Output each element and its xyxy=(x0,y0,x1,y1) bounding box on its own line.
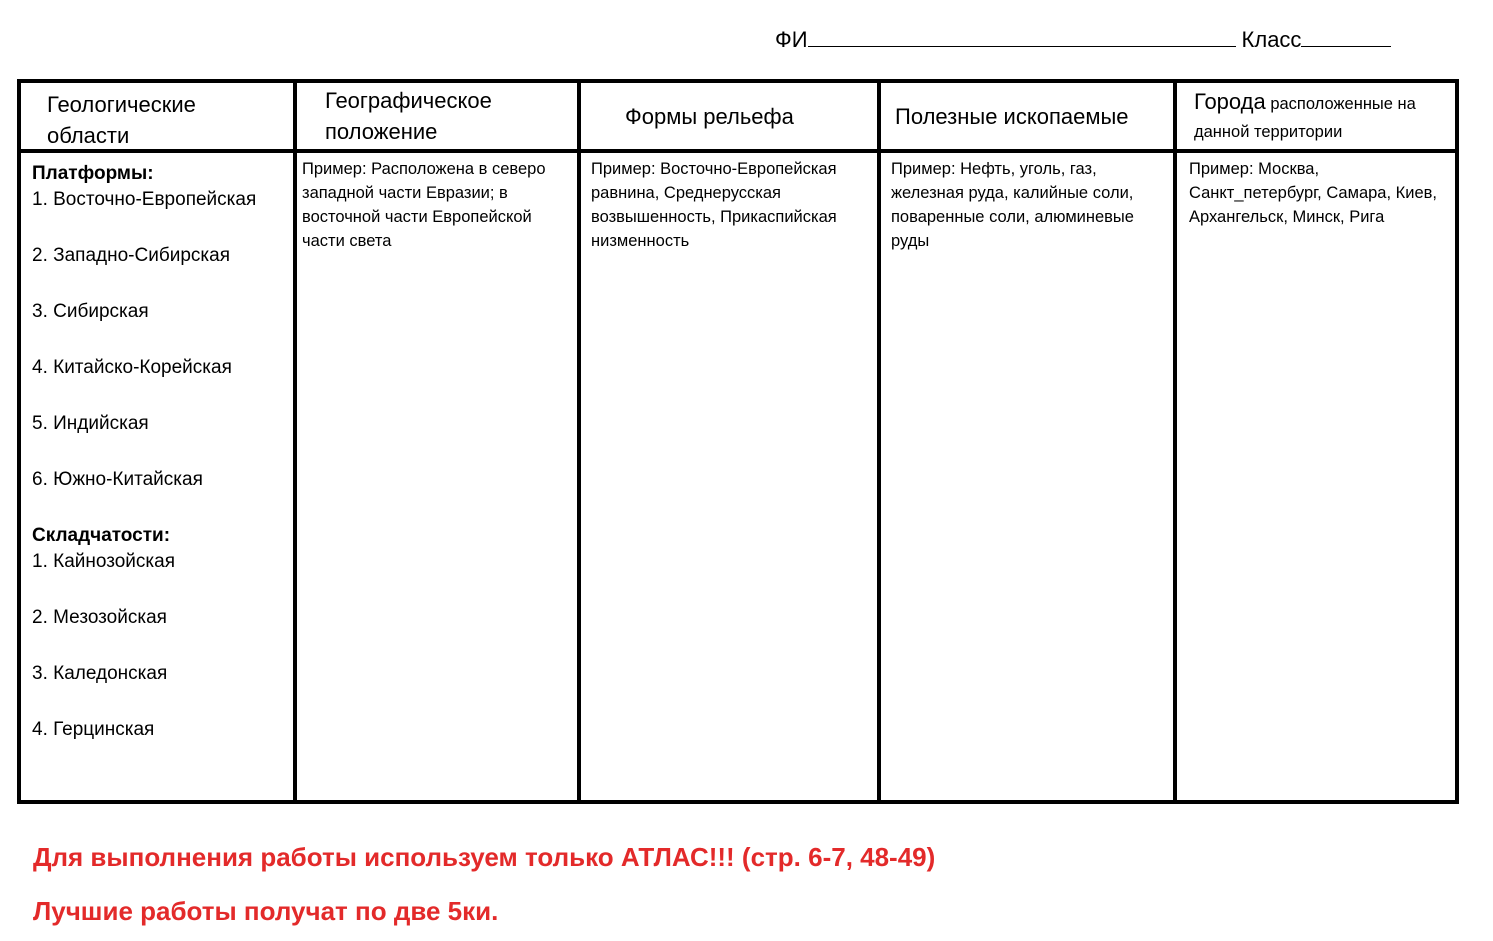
reward-note: Лучшие работы получат по две 5ки. xyxy=(33,896,499,926)
header-minerals-label: Полезные ископаемые xyxy=(895,103,1129,129)
cell-geological-areas xyxy=(21,153,293,800)
platform-item: 1. Восточно-Европейская xyxy=(32,189,257,210)
column-geographic-position xyxy=(293,83,577,800)
column-geological-areas xyxy=(21,83,293,800)
name-label: ФИ xyxy=(775,27,808,52)
example-cities: Пример: Москва, Санкт_петербург, Самара, Киев, Архангельск, Минск, Рига xyxy=(1189,160,1437,226)
worksheet-table xyxy=(17,79,1459,804)
header-geological-areas xyxy=(21,83,293,153)
header-relief-label: Формы рельефа xyxy=(625,103,794,129)
name-blank-field[interactable] xyxy=(808,26,1236,47)
header-relief-forms xyxy=(581,83,877,153)
fold-item: 3. Каледонская xyxy=(32,663,168,684)
column-relief-forms xyxy=(577,83,877,800)
fold-item: 1. Кайнозойская xyxy=(32,551,175,572)
platforms-title: Платформы: xyxy=(32,163,154,184)
column-minerals xyxy=(877,83,1173,800)
class-blank-field[interactable] xyxy=(1301,26,1391,47)
cell-minerals[interactable] xyxy=(881,153,1173,800)
header-cities xyxy=(1177,83,1459,153)
header-geographic-line1: Географическое xyxy=(325,88,492,113)
example-relief: Пример: Восточно-Европейская равнина, Среднерусская возвышенность, Прикаспийская низменность xyxy=(591,160,837,250)
example-geographic: Пример: Расположена в северо западной части Евразии; в восточной части Европейской части света xyxy=(302,160,546,250)
platform-item: 2. Западно-Сибирская xyxy=(32,245,230,266)
fold-item: 4. Герцинская xyxy=(32,719,155,740)
header-minerals xyxy=(881,83,1173,153)
platform-item: 4. Китайско-Корейская xyxy=(32,357,232,378)
fold-item: 2. Мезозойская xyxy=(32,607,167,628)
header-geological-line2: области xyxy=(47,123,130,148)
column-cities xyxy=(1173,83,1459,800)
example-minerals: Пример: Нефть, уголь, газ, железная руда, калийные соли, поваренные соли, алюминевые руды xyxy=(891,160,1134,250)
cell-relief-forms[interactable] xyxy=(581,153,877,800)
class-label: Класс xyxy=(1241,27,1302,52)
platform-item: 6. Южно-Китайская xyxy=(32,469,203,490)
header-geological-line1: Геологические xyxy=(47,92,196,117)
header-cities-main: Города xyxy=(1194,89,1266,114)
instruction-note: Для выполнения работы используем только АТЛАС!!! (стр. 6-7, 48-49) xyxy=(33,842,936,872)
platform-item: 3. Сибирская xyxy=(32,301,149,322)
platform-item: 5. Индийская xyxy=(32,413,149,434)
cell-cities[interactable] xyxy=(1177,153,1459,800)
student-info-line xyxy=(775,26,1391,53)
header-geographic-position xyxy=(297,83,577,153)
cell-geographic-position[interactable] xyxy=(297,153,577,800)
folds-title: Складчатости: xyxy=(32,525,171,546)
header-geographic-line2: положение xyxy=(325,119,438,144)
header-cities-rest: расположенные на данной территории xyxy=(1194,95,1416,141)
